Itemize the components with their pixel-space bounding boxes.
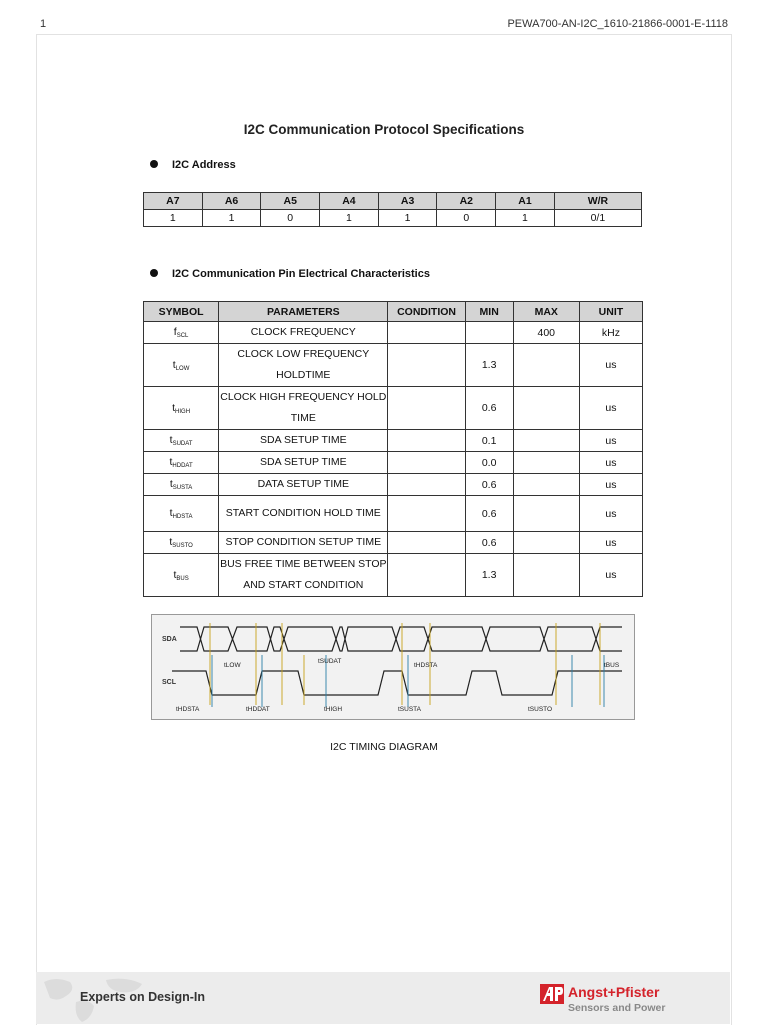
condition-cell xyxy=(388,496,465,532)
timing-diagram xyxy=(151,614,635,720)
table-row xyxy=(144,430,643,452)
symbol-cell xyxy=(144,387,219,430)
symbol-cell xyxy=(144,430,219,452)
parameter-cell: SDA SETUP TIME xyxy=(219,452,388,474)
condition-cell xyxy=(388,387,465,430)
parameter-cell: CLOCK HIGH FREQUENCY HOLD TIME xyxy=(219,387,388,430)
address-bit-value: 0 xyxy=(261,210,320,227)
brand-name: Angst+Pfister xyxy=(568,984,660,1000)
parameter-cell: CLOCK FREQUENCY xyxy=(219,322,388,344)
address-bit-value: 1 xyxy=(378,210,437,227)
table-row xyxy=(144,474,643,496)
min-cell: 0.1 xyxy=(465,430,513,452)
document-id: PEWA700-AN-I2C_1610-21866-0001-E-1118 xyxy=(507,18,728,30)
max-cell xyxy=(513,474,579,496)
address-col-header: A6 xyxy=(202,193,261,210)
unit-cell: kHz xyxy=(579,322,642,344)
page-header xyxy=(0,0,768,34)
symbol-subscript: SUSTO xyxy=(172,543,193,549)
page-number: 1 xyxy=(40,18,47,30)
timing-markers-blue xyxy=(212,655,604,707)
unit-cell: us xyxy=(579,387,642,430)
electrical-col-header: MIN xyxy=(465,302,513,322)
electrical-col-header: UNIT xyxy=(579,302,642,322)
condition-cell xyxy=(388,322,465,344)
parameter-cell: CLOCK LOW FREQUENCY HOLDTIME xyxy=(219,344,388,387)
symbol-subscript: LOW xyxy=(175,365,190,372)
table-row xyxy=(144,532,643,554)
electrical-col-header: PARAMETERS xyxy=(219,302,388,322)
table-row xyxy=(144,344,643,387)
condition-cell xyxy=(388,452,465,474)
max-cell xyxy=(513,496,579,532)
symbol-subscript: HIGH xyxy=(175,408,191,415)
symbol-base: t xyxy=(169,507,173,519)
electrical-col-header: MAX xyxy=(513,302,579,322)
electrical-table xyxy=(143,301,643,597)
table-row xyxy=(144,322,643,344)
thdsta-bottom-label: tHDSTA xyxy=(176,706,200,713)
page-title: I2C Communication Protocol Specifications xyxy=(243,122,525,137)
condition-cell xyxy=(388,532,465,554)
symbol-base: t xyxy=(169,478,173,490)
table-row xyxy=(144,387,643,430)
symbol-cell xyxy=(144,474,219,496)
footer-tagline: Experts on Design-In xyxy=(80,990,206,1004)
tsusta-label: tSUSTA xyxy=(398,706,421,713)
thddat-label: tHDDAT xyxy=(246,706,270,713)
parameter-cell: STOP CONDITION SETUP TIME xyxy=(219,532,388,554)
min-cell: 0.6 xyxy=(465,387,513,430)
tsudat-label: tSUDAT xyxy=(318,658,342,665)
tlow-label: tLOW xyxy=(224,662,241,669)
page-footer xyxy=(36,972,730,1024)
address-col-header: A1 xyxy=(496,193,555,210)
electrical-col-header: CONDITION xyxy=(388,302,465,322)
min-cell xyxy=(465,322,513,344)
symbol-base: t xyxy=(169,456,173,468)
bullet-icon xyxy=(150,160,158,168)
symbol-base: t xyxy=(173,568,177,581)
tbus-label: tBUS xyxy=(604,662,620,669)
sda-label: SDA xyxy=(162,636,177,643)
unit-cell: us xyxy=(579,452,642,474)
symbol-subscript: HDDAT xyxy=(172,463,193,469)
min-cell: 0.6 xyxy=(465,532,513,554)
electrical-header-row xyxy=(144,302,643,322)
electrical-col-header: SYMBOL xyxy=(144,302,219,322)
parameter-cell: DATA SETUP TIME xyxy=(219,474,388,496)
address-bit-value: 0/1 xyxy=(554,210,641,227)
max-cell xyxy=(513,430,579,452)
timing-markers xyxy=(210,623,600,705)
parameter-cell: START CONDITION HOLD TIME xyxy=(219,496,388,532)
scl-waveform xyxy=(172,671,622,695)
address-section-label: I2C Address xyxy=(172,159,236,171)
min-cell: 0.6 xyxy=(465,474,513,496)
min-cell: 1.3 xyxy=(465,554,513,597)
symbol-base: t xyxy=(169,536,173,548)
table-row xyxy=(144,452,643,474)
electrical-section-label: I2C Communication Pin Electrical Characteristics xyxy=(172,268,430,280)
max-cell xyxy=(513,532,579,554)
max-cell xyxy=(513,452,579,474)
address-table xyxy=(143,192,642,227)
symbol-cell xyxy=(144,554,219,597)
symbol-cell xyxy=(144,344,219,387)
unit-cell: us xyxy=(579,532,642,554)
min-cell: 1.3 xyxy=(465,344,513,387)
symbol-subscript: SCL xyxy=(176,333,189,339)
symbol-cell xyxy=(144,322,219,344)
unit-cell: us xyxy=(579,474,642,496)
symbol-subscript: HDSTA xyxy=(172,514,193,520)
address-col-header: A7 xyxy=(144,193,203,210)
symbol-cell xyxy=(144,452,219,474)
symbol-base: f xyxy=(173,326,177,338)
condition-cell xyxy=(388,474,465,496)
bullet-icon xyxy=(150,269,158,277)
symbol-base: t xyxy=(172,358,176,371)
max-cell xyxy=(513,387,579,430)
min-cell: 0.0 xyxy=(465,452,513,474)
address-col-header: A2 xyxy=(437,193,496,210)
tsusto-label: tSUSTO xyxy=(528,706,553,713)
address-bit-value: 1 xyxy=(496,210,555,227)
parameter-cell: BUS FREE TIME BETWEEN STOP AND START CONDITION xyxy=(219,554,388,597)
table-row xyxy=(144,554,643,597)
address-header-row xyxy=(144,193,642,210)
unit-cell: us xyxy=(579,554,642,597)
symbol-cell xyxy=(144,496,219,532)
table-row xyxy=(144,496,643,532)
address-bit-value: 1 xyxy=(320,210,379,227)
max-cell xyxy=(513,554,579,597)
condition-cell xyxy=(388,430,465,452)
symbol-subscript: BUS xyxy=(176,575,189,582)
address-bit-value: 1 xyxy=(202,210,261,227)
diagram-caption: I2C TIMING DIAGRAM xyxy=(330,741,438,753)
address-bit-value: 0 xyxy=(437,210,496,227)
parameter-cell: SDA SETUP TIME xyxy=(219,430,388,452)
symbol-base: t xyxy=(169,434,173,446)
symbol-subscript: SUSTA xyxy=(172,485,193,491)
symbol-subscript: SUDAT xyxy=(172,441,193,447)
brand-subtitle: Sensors and Power xyxy=(568,1002,666,1014)
timing-diagram-svg xyxy=(152,615,634,719)
min-cell: 0.6 xyxy=(465,496,513,532)
thdsta-label: tHDSTA xyxy=(414,662,438,669)
max-cell: 400 xyxy=(513,322,579,344)
address-col-header: A3 xyxy=(378,193,437,210)
unit-cell: us xyxy=(579,344,642,387)
condition-cell xyxy=(388,344,465,387)
scl-label: SCL xyxy=(162,679,176,686)
thigh-label: tHIGH xyxy=(324,706,343,713)
symbol-cell xyxy=(144,532,219,554)
address-col-header: A4 xyxy=(320,193,379,210)
angst-pfister-logo-icon xyxy=(540,984,564,1004)
symbol-base: t xyxy=(172,401,176,414)
address-value-row xyxy=(144,210,642,227)
unit-cell: us xyxy=(579,496,642,532)
unit-cell: us xyxy=(579,430,642,452)
condition-cell xyxy=(388,554,465,597)
address-bit-value: 1 xyxy=(144,210,203,227)
address-col-header: A5 xyxy=(261,193,320,210)
address-col-header: W/R xyxy=(554,193,641,210)
max-cell xyxy=(513,344,579,387)
